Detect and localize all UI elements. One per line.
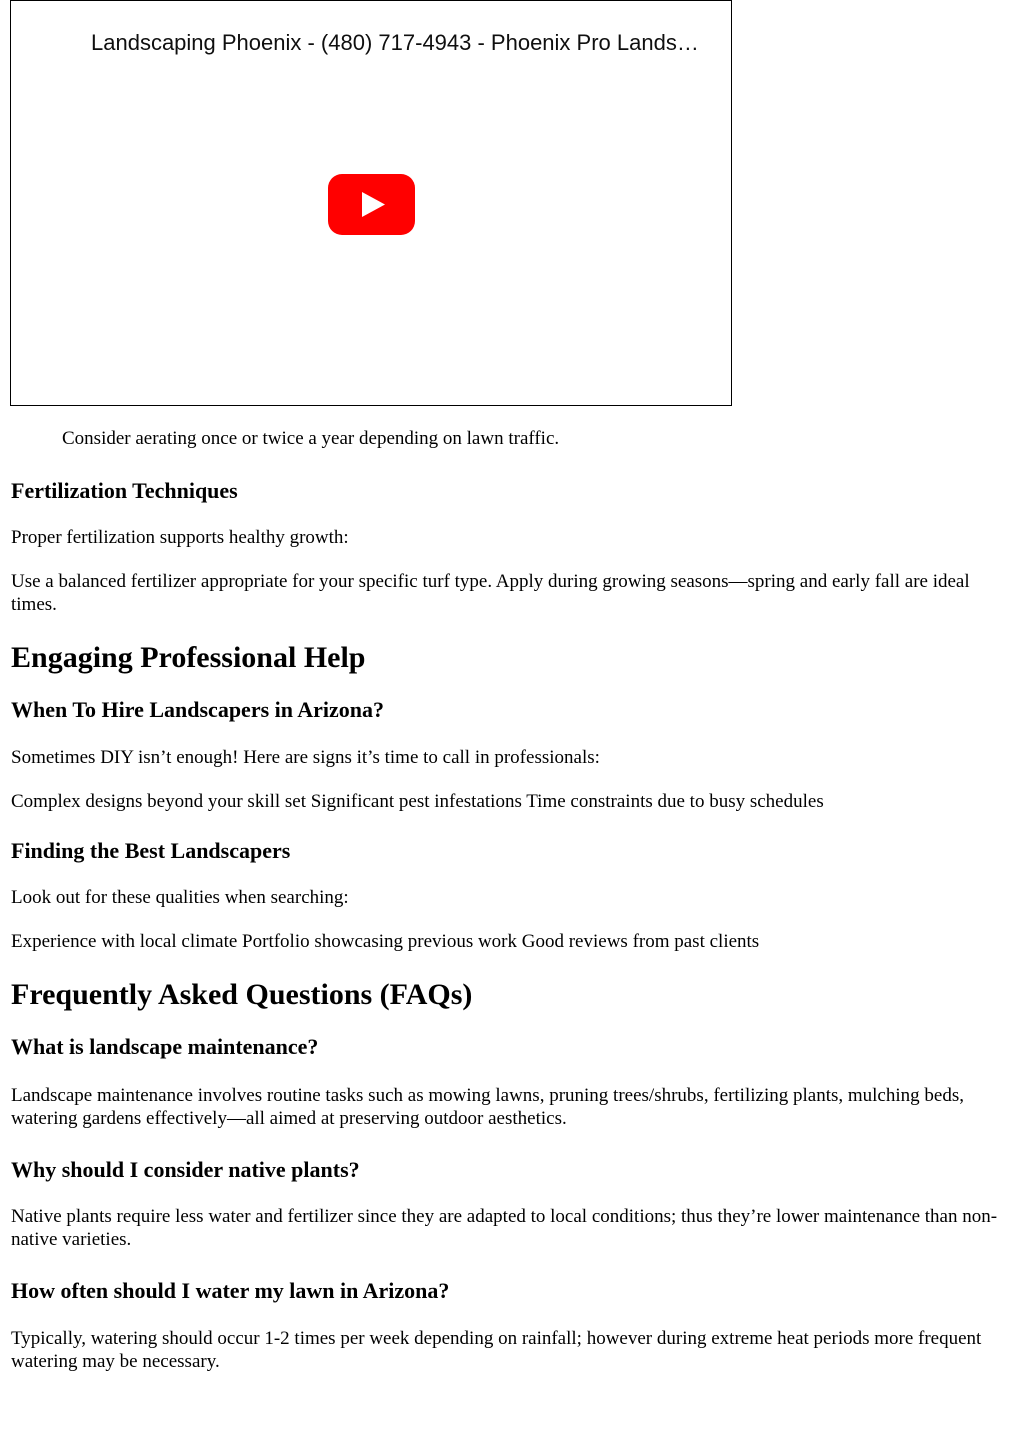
best-landscapers-qualities: Experience with local climate Portfolio showcasing previous work Good reviews from past clients [11, 931, 760, 952]
faq-question: How often should I water my lawn in Arizona? [11, 1278, 450, 1303]
hire-heading: When To Hire Landscapers in Arizona? [11, 697, 385, 722]
video-embed[interactable] [10, 0, 732, 406]
fertilization-body: Use a balanced fertilizer appropriate for your specific turf type. Apply during growing seasons—spring and early fall are ideal times. [11, 571, 970, 615]
faq-answer: Landscape maintenance involves routine tasks such as mowing lawns, pruning trees/shrubs, fertilizing plants, mulching beds, watering gardens effectively—all aimed at preserving outdoor aesthetics. [11, 1085, 964, 1129]
faq-heading: Frequently Asked Questions (FAQs) [11, 978, 473, 1011]
best-landscapers-intro: Look out for these qualities when searching: [11, 887, 349, 908]
faq-answer: Native plants require less water and fertilizer since they are adapted to local conditions; thus they’re lower maintenance than non-native varieties. [11, 1206, 998, 1250]
faq-question: What is landscape maintenance? [11, 1034, 319, 1059]
hire-intro: Sometimes DIY isn’t enough! Here are signs it’s time to call in professionals: [11, 747, 600, 768]
fertilization-heading: Fertilization Techniques [11, 478, 238, 503]
video-title[interactable]: Landscaping Phoenix - (480) 717-4943 - Phoenix Pro Lands… [91, 30, 699, 55]
professional-help-heading: Engaging Professional Help [11, 641, 366, 674]
youtube-play-icon [328, 174, 415, 235]
fertilization-intro: Proper fertilization supports healthy growth: [11, 527, 349, 548]
hire-signs: Complex designs beyond your skill set Significant pest infestations Time constraints due to busy schedules [11, 791, 824, 812]
aerate-tip: Consider aerating once or twice a year depending on lawn traffic. [62, 428, 560, 449]
faq-answer: Typically, watering should occur 1-2 times per week depending on rainfall; however during extreme heat periods more frequent watering may be necessary. [11, 1328, 982, 1372]
play-button[interactable] [328, 174, 415, 235]
faq-question: Why should I consider native plants? [11, 1157, 360, 1182]
best-landscapers-heading: Finding the Best Landscapers [11, 838, 291, 863]
article-content [11, 414, 1011, 1373]
